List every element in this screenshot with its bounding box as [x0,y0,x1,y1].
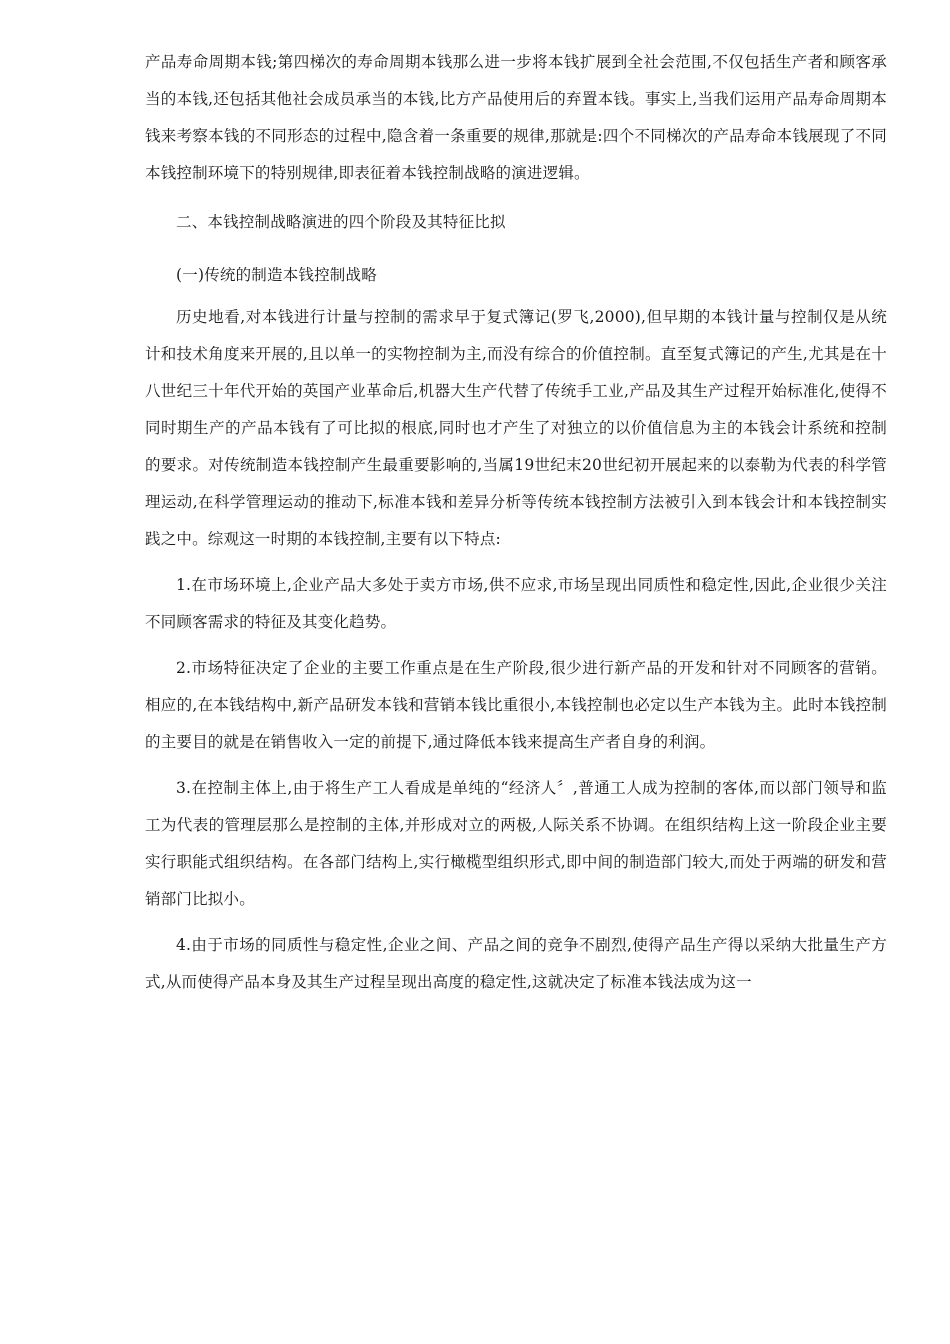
subsection-heading: (一)传统的制造本钱控制战略 [176,266,377,284]
paragraph-continuation: 产品寿命周期本钱;第四梯次的寿命周期本钱那么进一步将本钱扩展到全社会范围,不仅包括生产者和顾客承当的本钱,还包括其他社会成员承当的本钱,比方产品使用后的弃置本钱。事实上,当我们运用产品寿命周期本钱来考察本钱的不同形态的过程中,隐含着一条重要的规律,那就是:四个不同梯次的产品寿命本钱展现了不同本钱控制环境下的特别规律,即表征着本钱控制战略的演进逻辑。 [145,53,887,182]
list-item-2: 2.市场特征决定了企业的主要工作重点是在生产阶段,很少进行新产品的开发和针对不同顾客的营销。相应的,在本钱结构中,新产品研发本钱和营销本钱比重很小,本钱控制也必定以生产本钱为主。此时本钱控制的主要目的就是在销售收入一定的前提下,通过降低本钱来提高生产者自身的利润。 [145,659,887,751]
list-item-3: 3.在控制主体上,由于将生产工人看成是单纯的“经济人〞,普通工人成为控制的客体,而以部门领导和监工为代表的管理层那么是控制的主体,并形成对立的两极,人际关系不协调。在组织结构上这一阶段企业主要实行职能式组织结构。在各部门结构上,实行橄榄型组织形式,即中间的制造部门较大,而处于两端的研发和营销部门比拟小。 [145,779,887,908]
paragraph-history: 历史地看,对本钱进行计量与控制的需求早于复式簿记(罗飞,2000),但早期的本钱计量与控制仅是从统计和技术角度来开展的,且以单一的实物控制为主,而没有综合的价值控制。直至复式簿记的产生,尤其是在十八世纪三十年代开始的英国产业革命后,机器大生产代替了传统手工业,产品及其生产过程开始标准化,使得不同时期生产的产品本钱有了可比拟的根底,同时也才产生了对独立的以价值信息为主的本钱会计系统和控制的要求。对传统制造本钱控制产生最重要影响的,当属19世纪末20世纪初开展起来的以泰勒为代表的科学管理运动,在科学管理运动的推动下,标准本钱和差异分析等传统本钱控制方法被引入到本钱会计和本钱控制实践之中。综观这一时期的本钱控制,主要有以下特点: [145,308,887,548]
section-heading: 二、本钱控制战略演进的四个阶段及其特征比拟 [176,213,506,231]
list-item-4: 4.由于市场的同质性与稳定性,企业之间、产品之间的竞争不剧烈,使得产品生产得以采纳大批量生产方式,从而使得产品本身及其生产过程呈现出高度的稳定性,这就决定了标准本钱法成为这一 [145,936,887,991]
document-body [145,44,887,1010]
list-item-1: 1.在市场环境上,企业产品大多处于卖方市场,供不应求,市场呈现出同质性和稳定性,因此,企业很少关注不同顾客需求的特征及其变化趋势。 [145,576,887,631]
